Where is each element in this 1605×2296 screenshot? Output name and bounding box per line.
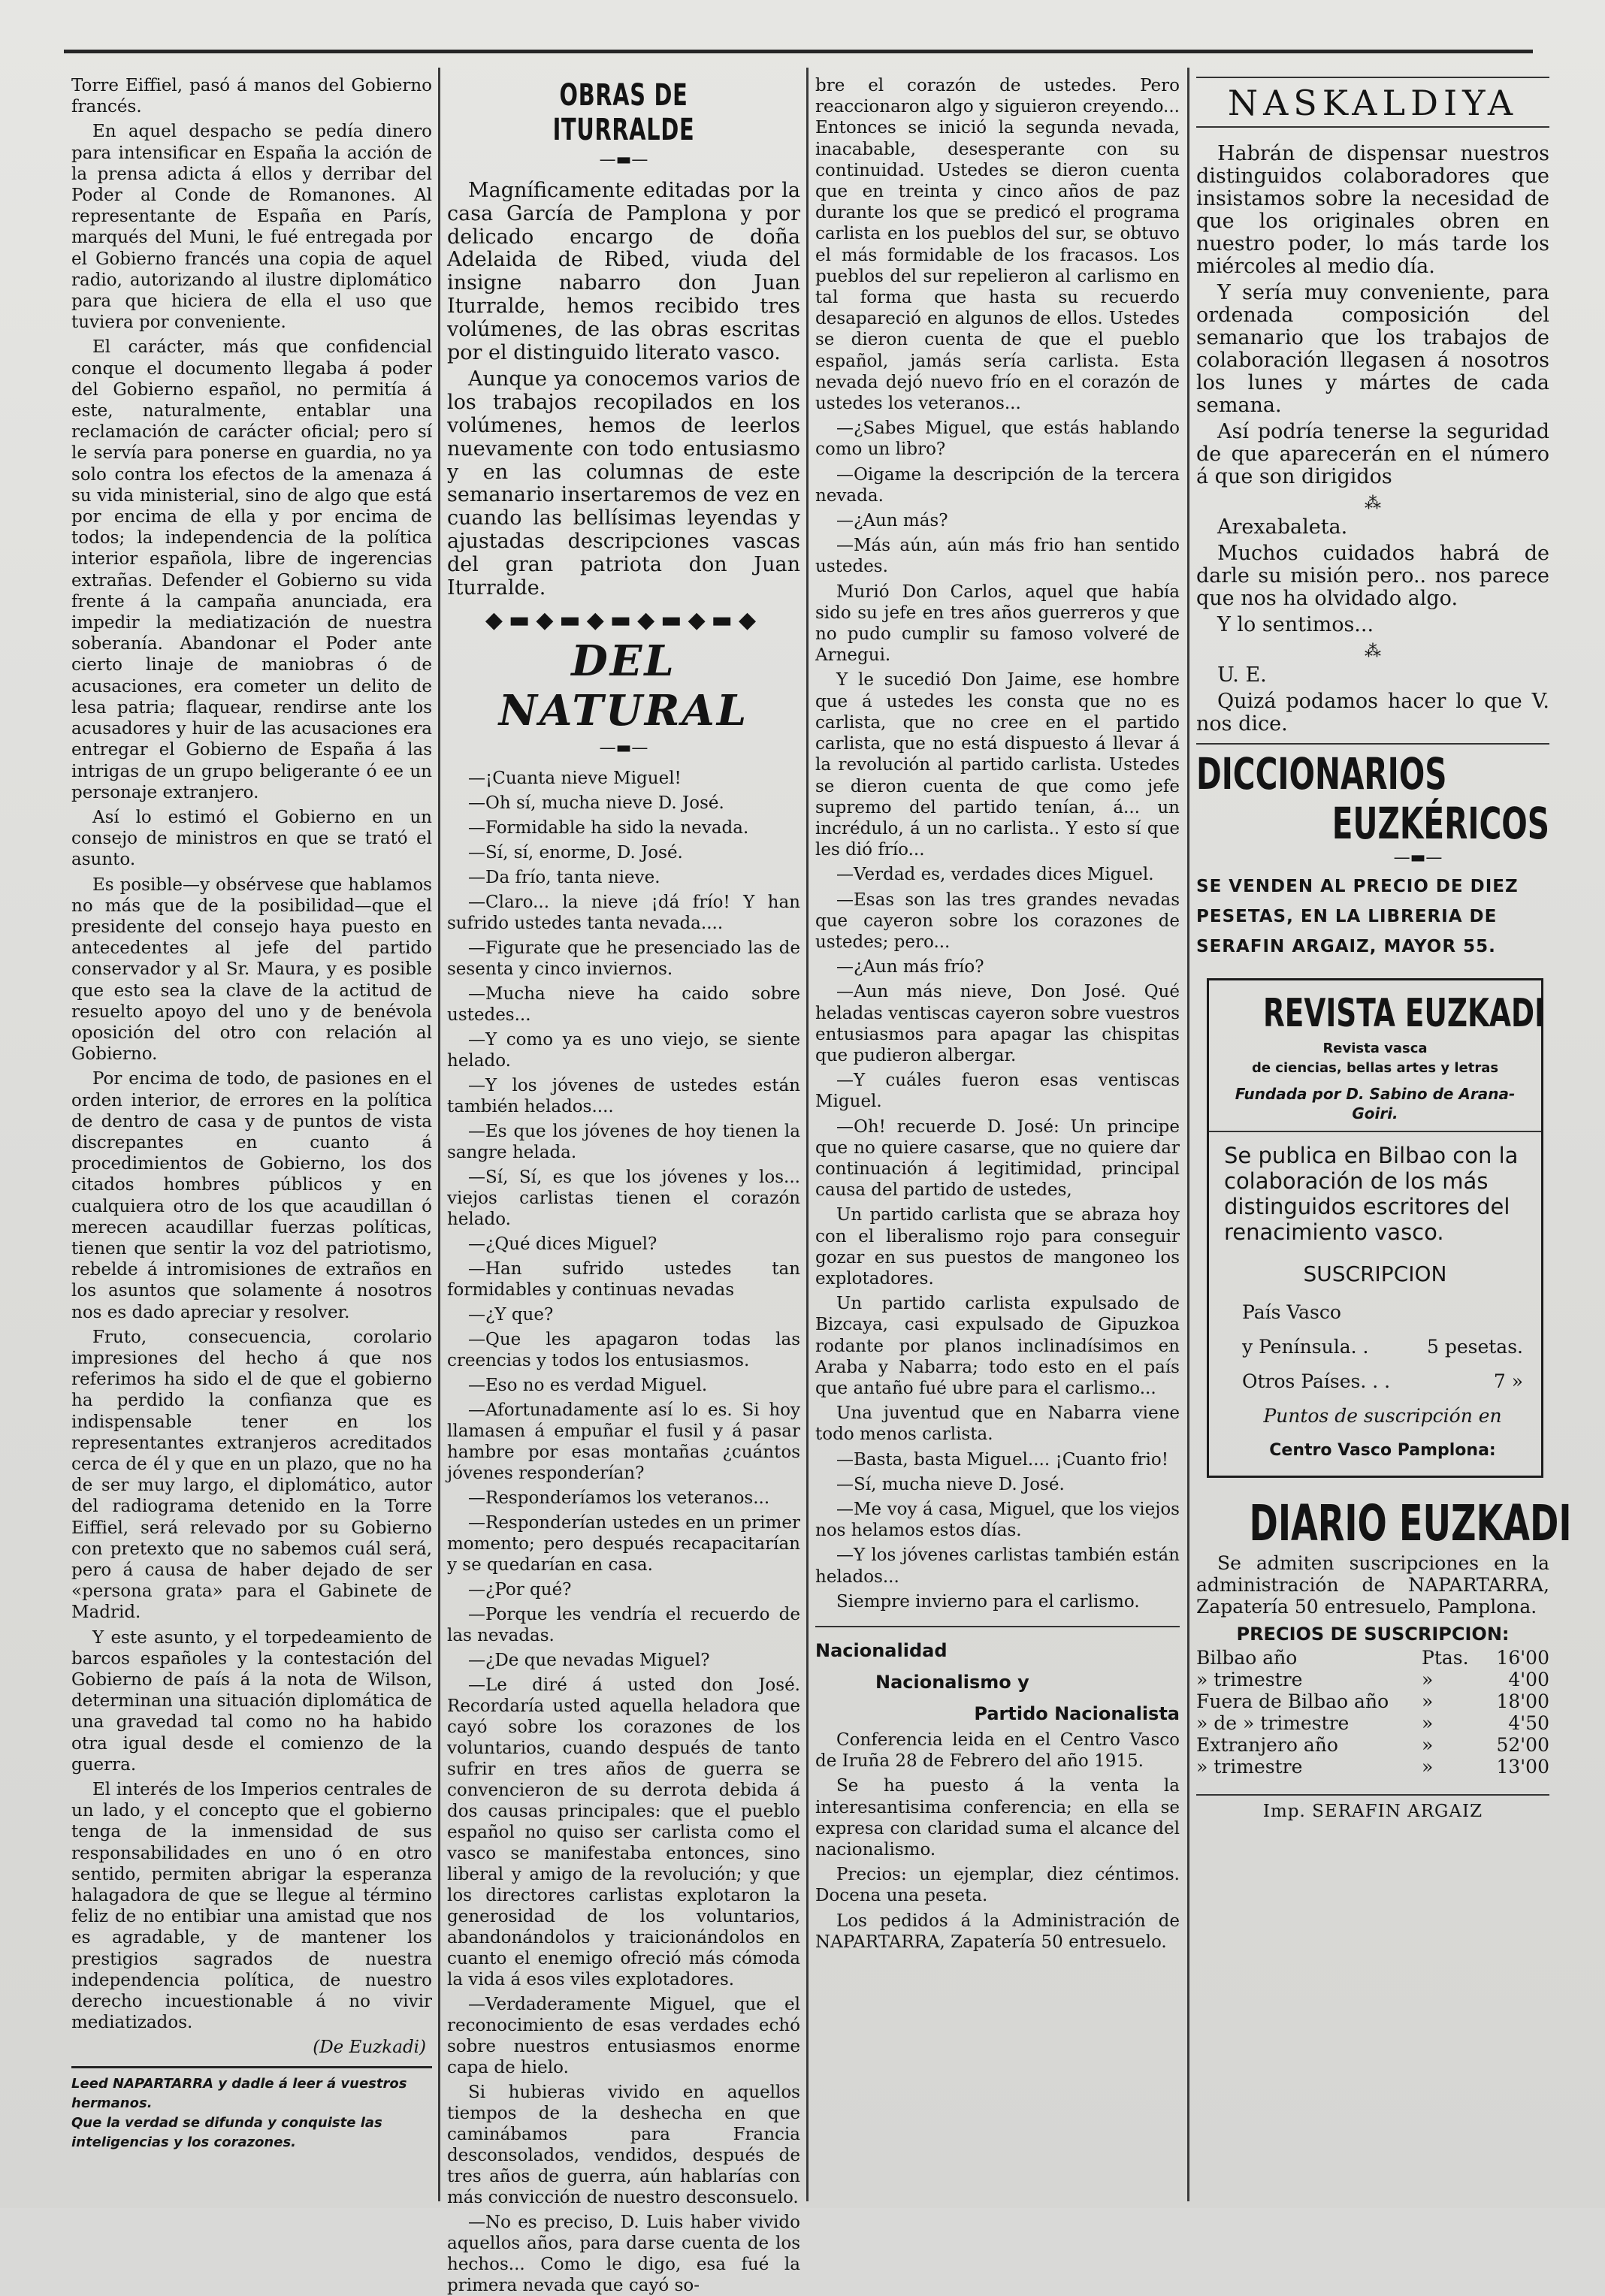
dialogue-line: —Sí, sí, enorme, D. José.: [468, 843, 683, 863]
precio-value: 52'00: [1496, 1734, 1549, 1756]
precio-row: [1196, 1647, 1549, 1669]
precio-unit: »: [1422, 1690, 1434, 1712]
price-row: [1220, 1330, 1531, 1364]
column-3: [815, 75, 1180, 2179]
dialogue-line: —Porque les vendría el recuerdo de las nevadas.: [447, 1605, 800, 1646]
diccionarios-title: DICCIONARIOS: [1196, 748, 1447, 799]
centro-text: Centro Vasco Pamplona:: [1269, 1441, 1496, 1460]
dialogue-line: Una juventud que en Nabarra viene todo menos carlista.: [815, 1403, 1180, 1445]
dialogue-line: —¿Qué dices Miguel?: [468, 1234, 657, 1255]
nac-paragraph: Precios: un ejemplar, diez céntimos. Docena una peseta.: [815, 1865, 1180, 1906]
section-rule: [1196, 743, 1549, 745]
asterism: ⁂: [1365, 494, 1381, 513]
article-paragraph: El carácter, más que confidencial conque el documento llegaba á poder del Gobierno español, no permitía á este, naturalmente, entablar una reclamación de carácter oficial; pero sí le servía para ponerse en guardia, no ya solo contra los efectos de la amenaza á su vida ministerial, sino de algo que está por encima de ella y por encima de todos; la independencia de la política interior española, libre de ingerencias extrañas. Defender el Gobierno su vida frente á la campaña anunciada, era impedir la mediatización de nuestra soberanía. Abandonar el Poder ante cierto linaje de maniobras ó de acusaciones, era cometer un delito de lesa patria; flaquear, rendirse ante los acusadores y huir de las acusaciones era entregar el Gobierno de España á las intrigas de un grupo beligerante ó ee un personaje extranjero.: [71, 337, 432, 802]
dialogue-line: —Y los jóvenes carlistas también están helados...: [815, 1545, 1180, 1587]
dialogue-line: bre el corazón de ustedes. Pero reaccionaron algo y siguieron creyendo... Entonces se inició la segunda nevada, inacabable, desesperante con su continuidad. Ustedes se dieron cuenta que en treinta y cinco años de paz durante los que se predicó el programa carlista en los pueblos del sur, se obtuvo el más formidable de los fracasos. Los pueblos del sur repelieron al carlismo en tal forma que hasta su recuerdo desapareció en algunos de ellos. Ustedes se dieron cuenta de que el pueblo español, jamás sería carlista. Esta nevada dejó nuevo frío en el corazón de ustedes los veteranos...: [815, 76, 1180, 414]
price-label: y Península. .: [1242, 1336, 1369, 1358]
divider-ornament: —▬—: [1393, 848, 1443, 867]
naskaldiya-heading: NASKALDIYA: [1196, 77, 1549, 128]
dialogue-line: Y le sucedió Don Jaime, ese hombre que á ustedes les consta que no es carlista, que no cree en el partido carlista, que no está dispuesto á llevar á la revolución al partido carlista. Ustedes se dieron cuenta de que como jefe supremo del partido tenían, á... un incrédulo, á un no carlista.. Y esto sí que les dió frío...: [815, 670, 1180, 860]
dialogue-line: —Eso no es verdad Miguel.: [468, 1376, 708, 1396]
precio-value: 13'00: [1496, 1756, 1549, 1778]
precio-unit: »: [1422, 1756, 1434, 1778]
price-label: Otros Países. . .: [1242, 1370, 1391, 1392]
article-paragraph: Y este asunto, y el torpedeamiento de barcos españoles y la contestación del Gobierno de país á la nota de Wilson, determinan una situación diplomática de una gravedad tal como no ha habido otra igual desde el comienzo de la guerra.: [71, 1627, 432, 1775]
article-paragraph: Por encima de todo, de pasiones en el orden interior, de errores en la política de dentro de casa y de puntos de vista discrepantes en cuanto á procedimientos de Gobierno, los dos citados hombres públicos y en cualquiera otro de los que acaudillan ó merecen acaudillar fuerzas políticas, tienen que sentir la voz del patriotismo, rebelde á intromisiones de extraños en los asuntos que solamente á nosotros nos es dado apreciar y resolver.: [71, 1069, 432, 1322]
article-paragraph: Es posible—y obsérvese que hablamos no más que de la posibilidad—que el presidente del consejo haya puesto en antecedentes al jefe del partido conservador y al Sr. Maura, y es posible que esto sea la clave de la actitud de resuelto apoyo del uno y de benévola oposición del otro con relación al Gobierno.: [71, 875, 432, 1065]
dialogue-line: —Esas son las tres grandes nevadas que cayeron sobre los corazones de ustedes; pero...: [815, 890, 1180, 952]
dialogue-line: —Figurate que he presenciado las de sesenta y cinco inviernos.: [447, 938, 800, 980]
notice-paragraph: Y sería muy conveniente, para ordenada composición del semanario que los trabajos de colaboración llegasen á nosotros los lunes y mártes de cada semana.: [1196, 281, 1549, 417]
revista-subtitle: de ciencias, bellas artes y letras: [1251, 1060, 1499, 1076]
revista-euzkadi-ad: [1207, 978, 1546, 1478]
dialogue-line: —¿Y que?: [468, 1305, 554, 1325]
dialogue-line: —Sí, mucha nieve D. José.: [836, 1474, 1065, 1494]
asterism: ⁂: [1365, 642, 1381, 661]
precios-table: [1196, 1647, 1549, 1778]
article-paragraph: Torre Eiffiel, pasó á manos del Gobierno francés.: [71, 76, 432, 117]
obras-paragraph: Magníficamente editadas por la casa García de Pamplona y por delicado encargo de doña Adelaida de Ribed, viuda del insigne nabarro don Juan Iturralde, hemos recibido tres volúmenes, de las obras escritas por el distinguido literato vasco.: [447, 179, 800, 364]
dialogue-line: Un partido carlista que se abraza hoy con el liberalismo rojo para conseguir gozar en sus puestos de mangoneo los explotadores.: [815, 1205, 1180, 1288]
revista-title: REVISTA EUZKADI: [1262, 991, 1546, 1036]
dialogue-line: —¡Cuanta nieve Miguel!: [468, 769, 682, 789]
column-divider: [1187, 68, 1189, 2201]
dialogue-line: —Oigame la descripción de la tercera nevada.: [815, 464, 1180, 506]
precios-heading: PRECIOS DE SUSCRIPCION:: [1236, 1624, 1510, 1645]
dialogue-line: —¿Sabes Miguel, que estás hablando como un libro?: [815, 418, 1180, 460]
dialogue-line: —¿Por qué?: [468, 1580, 572, 1600]
ue-text: Quizá podamos hacer lo que V. nos dice.: [1196, 690, 1549, 736]
puntos-text: Puntos de suscripción en: [1263, 1405, 1502, 1427]
precio-label: » trimestre: [1196, 1756, 1303, 1778]
precio-label: » trimestre: [1196, 1669, 1303, 1690]
diario-body: Se admiten suscripciones en la administración de NAPARTARRA, Zapatería 50 entresuelo, Pamplona.: [1196, 1552, 1549, 1618]
dialogue-line: —Aun más nieve, Don José. Qué heladas ventiscas cayeron sobre vuestros entusiasmos para apagar las chispitas que pudieron albergar.: [815, 982, 1180, 1065]
dialogue-line: —No es preciso, D. Luis haber vivido aquellos años, para darse cuenta de los hechos... Como le digo, esa fué la primera nevada que cayó so-: [447, 2213, 800, 2296]
nac-title-3: Partido Nacionalista: [974, 1703, 1180, 1725]
precio-unit: »: [1422, 1712, 1434, 1734]
precio-label: Bilbao año: [1196, 1647, 1298, 1669]
divider-ornament: —▬—: [599, 150, 648, 169]
dialogue-line: —Y como ya es uno viejo, se siente helado.: [447, 1030, 800, 1071]
precio-unit: »: [1422, 1669, 1434, 1690]
revista-subtitle: Revista vasca: [1322, 1041, 1428, 1056]
dialogue-line: —Han sufrido ustedes tan formidables y continuas nevadas: [447, 1259, 800, 1301]
precio-row: [1196, 1756, 1549, 1778]
dialogue-line: —Y los jóvenes de ustedes están también helados....: [447, 1076, 800, 1117]
revista-founder: Fundada por D. Sabino de Arana-Goiri.: [1235, 1085, 1516, 1122]
notice-paragraph: Habrán de dispensar nuestros distinguidos colaboradores que insistamos sobre la necesidad de que los originales obren en nuestro poder, lo más tarde los miércoles al medio día.: [1196, 142, 1549, 278]
column-1: [71, 75, 432, 2179]
dialogue-line: —¿Aun más frío?: [836, 957, 984, 977]
arexabaleta-label: Arexabaleta.: [1217, 515, 1348, 539]
precio-label: Extranjero año: [1196, 1734, 1338, 1756]
divider-ornament: —▬—: [599, 739, 648, 758]
box-rule: [1209, 1131, 1541, 1132]
centro-line: [1220, 1433, 1531, 1468]
dialogue-line: —Oh sí, mucha nieve D. José.: [468, 793, 724, 814]
dialogue-line: —Responderíamos los veteranos...: [468, 1488, 770, 1509]
dialogue-line: —Afortunadamente así lo es. Si hoy llamasen á empuñar el fusil y á pasar hambre por esas montañas ¿cuántos jóvenes responderían?: [447, 1400, 800, 1484]
suscripcion-heading: SUSCRIPCION: [1303, 1261, 1447, 1286]
euzkericos-title: EUZKÉRICOS: [1331, 798, 1549, 849]
promo-box: [71, 2066, 432, 2152]
article-paragraph: En aquel despacho se pedía dinero para intensificar en España la acción de la prensa adicta á ellos y derribar del Poder al Conde de Romanones. Al representante de España en París, marqués del Muni, le fué entregada por el Gobierno francés una copia de aquel radio, autorizando al ilustre diplomático para que hiciera de ella el uso que tuviera por conveniente.: [71, 122, 432, 333]
top-rule: [64, 50, 1533, 53]
column-divider: [438, 68, 440, 2201]
section-rule: [815, 1626, 1180, 1627]
column-divider: [806, 68, 809, 2201]
precio-row: [1196, 1734, 1549, 1756]
dialogue-line: Murió Don Carlos, aquel que había sido su jefe en tres años guerreros y que no pudo cumplir su famoso volveré de Arnegui.: [815, 582, 1180, 666]
dialogue-line: —Oh! recuerde D. José: Un principe que no quiere casarse, que no quiere dar continuación á legitimidad, principal causa del partido de ustedes,: [815, 1116, 1180, 1201]
dialogue-line: —Mucha nieve ha caido sobre ustedes...: [447, 984, 800, 1026]
price-row: [1220, 1364, 1531, 1399]
dialogue-line: —Sí, Sí, es que los jóvenes y los... viejos carlistas tienen el corazón helado.: [447, 1168, 800, 1230]
ue-label: U. E.: [1217, 663, 1267, 687]
nac-paragraph: Conferencia leida en el Centro Vasco de Iruña 28 de Febrero del año 1915.: [815, 1730, 1180, 1772]
price-label: País Vasco: [1242, 1301, 1341, 1323]
revista-body: Se publica en Bilbao con la colaboración de los más distinguidos escritores del renacimiento vasco.: [1224, 1143, 1519, 1245]
dialogue-line: —Formidable ha sido la nevada.: [468, 818, 749, 838]
promo-line: Leed NAPARTARRA y dadle á leer á vuestros hermanos.: [71, 2076, 407, 2112]
notice-paragraph: Así podría tenerse la seguridad de que aparecerán en el número á que son dirigidos: [1196, 420, 1549, 488]
dialogue-line: —Basta, basta Miguel.... ¡Cuanto frio!: [836, 1449, 1168, 1470]
precio-label: Fuera de Bilbao año: [1196, 1690, 1389, 1712]
divider-ornament: ◆▬◆▬◆▬◆▬◆▬◆: [485, 607, 763, 634]
diario-title: DIARIO EUZKADI: [1249, 1494, 1572, 1552]
precio-value: 16'00: [1496, 1647, 1549, 1669]
obras-paragraph: Aunque ya conocemos varios de los trabajos recopilados en los volúmenes, hemos de leerlos nuevamente con todo entusiasmo y en las columnas de este semanario insertaremos de vez en cuando las bellísimas leyendas y ajustadas descripciones vascas del gran patriota don Juan Iturralde.: [447, 367, 800, 600]
column-2: [447, 75, 800, 2296]
dialogue-line: —Le diré á usted don José. Recordaría usted aquella heladora que cayó sobre los corazones de los voluntarios, cuando después de tanto sufrir en tres años de guerra se convencieron de su derrota debida á dos causas principales: que el pueblo español no quiso ser carlista como el vasco se manifestaba entonces, sino liberal y amigo de la revolución; y que los directores carlistas explotaron la generosidad de los voluntarios, abandonándolos y traicionándolos en cuanto el enemigo ofreció más cómoda la vida á esos viles explotadores.: [447, 1675, 800, 1990]
dialogue-line: Siempre invierno para el carlismo.: [836, 1591, 1140, 1612]
dialogue-line: —Claro... la nieve ¡dá frío! Y han sufrido ustedes tanta nevada....: [447, 893, 800, 934]
dialogue-line: —Me voy á casa, Miguel, que los viejos nos helamos estos días.: [815, 1500, 1180, 1541]
obras-heading: OBRAS DE ITURRALDE: [552, 78, 695, 147]
precio-label: » de » trimestre: [1196, 1712, 1350, 1734]
dialogue-line: —Verdad es, verdades dices Miguel.: [836, 865, 1154, 885]
dialogue-line: —Y cuáles fueron esas ventiscas Miguel.: [815, 1071, 1180, 1112]
article-paragraph: El interés de los Imperios centrales de un lado, y el concepto que el gobierno tenga de la inmensidad de sus responsabilidades en uno ó en otro sentido, permiten abrigar la esperanza halagadora de que se llegue al término feliz de no entibiar una amistad que nos es agradable, y de mantener los prestigios sagrados de nuestra independencia política, de nuestro derecho incuestionable á no vivir mediatizados.: [71, 1780, 432, 2033]
puntos-line: [1220, 1399, 1531, 1433]
dialogue-line: —Responderían ustedes en un primer momento; pero después recapacitarían y se quedarían en casa.: [447, 1513, 800, 1575]
nac-title-1: Nacionalidad: [815, 1640, 948, 1662]
dialogue-line: —Más aún, aún más frio han sentido ustedes.: [815, 536, 1180, 577]
precio-unit: Ptas.: [1422, 1647, 1469, 1669]
precio-row: [1196, 1669, 1549, 1690]
dialogue-line: —Da frío, tanta nieve.: [468, 868, 660, 888]
natural-heading: DEL NATURAL: [498, 636, 749, 736]
dialogue-line: —¿De que nevadas Miguel?: [468, 1651, 710, 1671]
price-value: 5 pesetas.: [1426, 1336, 1523, 1358]
dialogue-line: —Es que los jóvenes de hoy tienen la sangre helada.: [447, 1122, 800, 1163]
article-paragraph: Fruto, consecuencia, corolario impresiones del hecho á que nos referimos ha sido el de que el gobierno ha perdido la confianza que es indispensable tener en los representantes extranjeros acreditados cerca de él y que en un plazo, que no ha de ser muy largo, el diplomático, autor del radiograma detenido en la Torre Eiffiel, será relevado por su Gobierno con pretexto que no sabemos cuál será, pero á causa de haber dejado de ser «persona grata» para el Gabinete de Madrid.: [71, 1327, 432, 1623]
dialogue-line: Si hubieras vivido en aquellos tiempos de la deshecha en que caminábamos para Francia desconsolados, vendidos, después de tres años de guerra, aún hablarías con más convicción de nuestro desconsuelo.: [447, 2083, 800, 2208]
precio-value: 4'00: [1508, 1669, 1549, 1690]
dialogue-line: —Verdaderamente Miguel, que el reconocimiento de esas verdades echó sobre nuestros entusiasmos enorme capa de hielo.: [447, 1995, 800, 2078]
article-paragraph: Así lo estimó el Gobierno en un consejo de ministros en que se trató el asunto.: [71, 807, 432, 870]
nac-paragraph: Se ha puesto á la venta la interesantisima conferencia; en ella se expresa con claridad suma el alcance del nacionalismo.: [815, 1776, 1180, 1860]
precio-unit: »: [1422, 1734, 1434, 1756]
promo-line: Que la verdad se difunda y conquiste las inteligencias y los corazones.: [71, 2115, 382, 2151]
arexabaleta-text: Muchos cuidados habrá de darle su misión pero.. nos parece que nos ha olvidado algo.: [1196, 542, 1549, 610]
column-4: [1196, 75, 1572, 2179]
precio-row: [1196, 1690, 1549, 1712]
price-row: [1220, 1295, 1531, 1330]
dialogue-line: —¿Aun más?: [836, 511, 948, 531]
imprenta-line: Imp. SERAFIN ARGAIZ: [1196, 1794, 1549, 1821]
precio-value: 18'00: [1496, 1690, 1549, 1712]
precio-row: [1196, 1712, 1549, 1734]
dialogue-line: Un partido carlista expulsado de Bizcaya, casi expulsado de Gipuzkoa rodante por planos inclinadísimos en Araba y Nabarra; todo esto en el país que antaño fué ubre para el carlismo...: [815, 1294, 1180, 1398]
nac-paragraph: Los pedidos á la Administración de NAPARTARRA, Zapatería 50 entresuelo.: [815, 1911, 1180, 1952]
arexabaleta-text: Y lo sentimos...: [1217, 613, 1374, 636]
nac-title-2: Nacionalismo y: [875, 1672, 1029, 1693]
precio-value: 4'50: [1508, 1712, 1549, 1734]
dialogue-line: —Que les apagaron todas las creencias y todos los entusiasmos.: [447, 1330, 800, 1371]
diccionarios-ad-text: SE VENDEN AL PRECIO DE DIEZ PESETAS, EN LA LIBRERIA DE SERAFIN ARGAIZ, MAYOR 55.: [1196, 877, 1519, 956]
price-value: 7 »: [1493, 1370, 1523, 1392]
article-signature: (De Euzkadi): [313, 2038, 426, 2058]
